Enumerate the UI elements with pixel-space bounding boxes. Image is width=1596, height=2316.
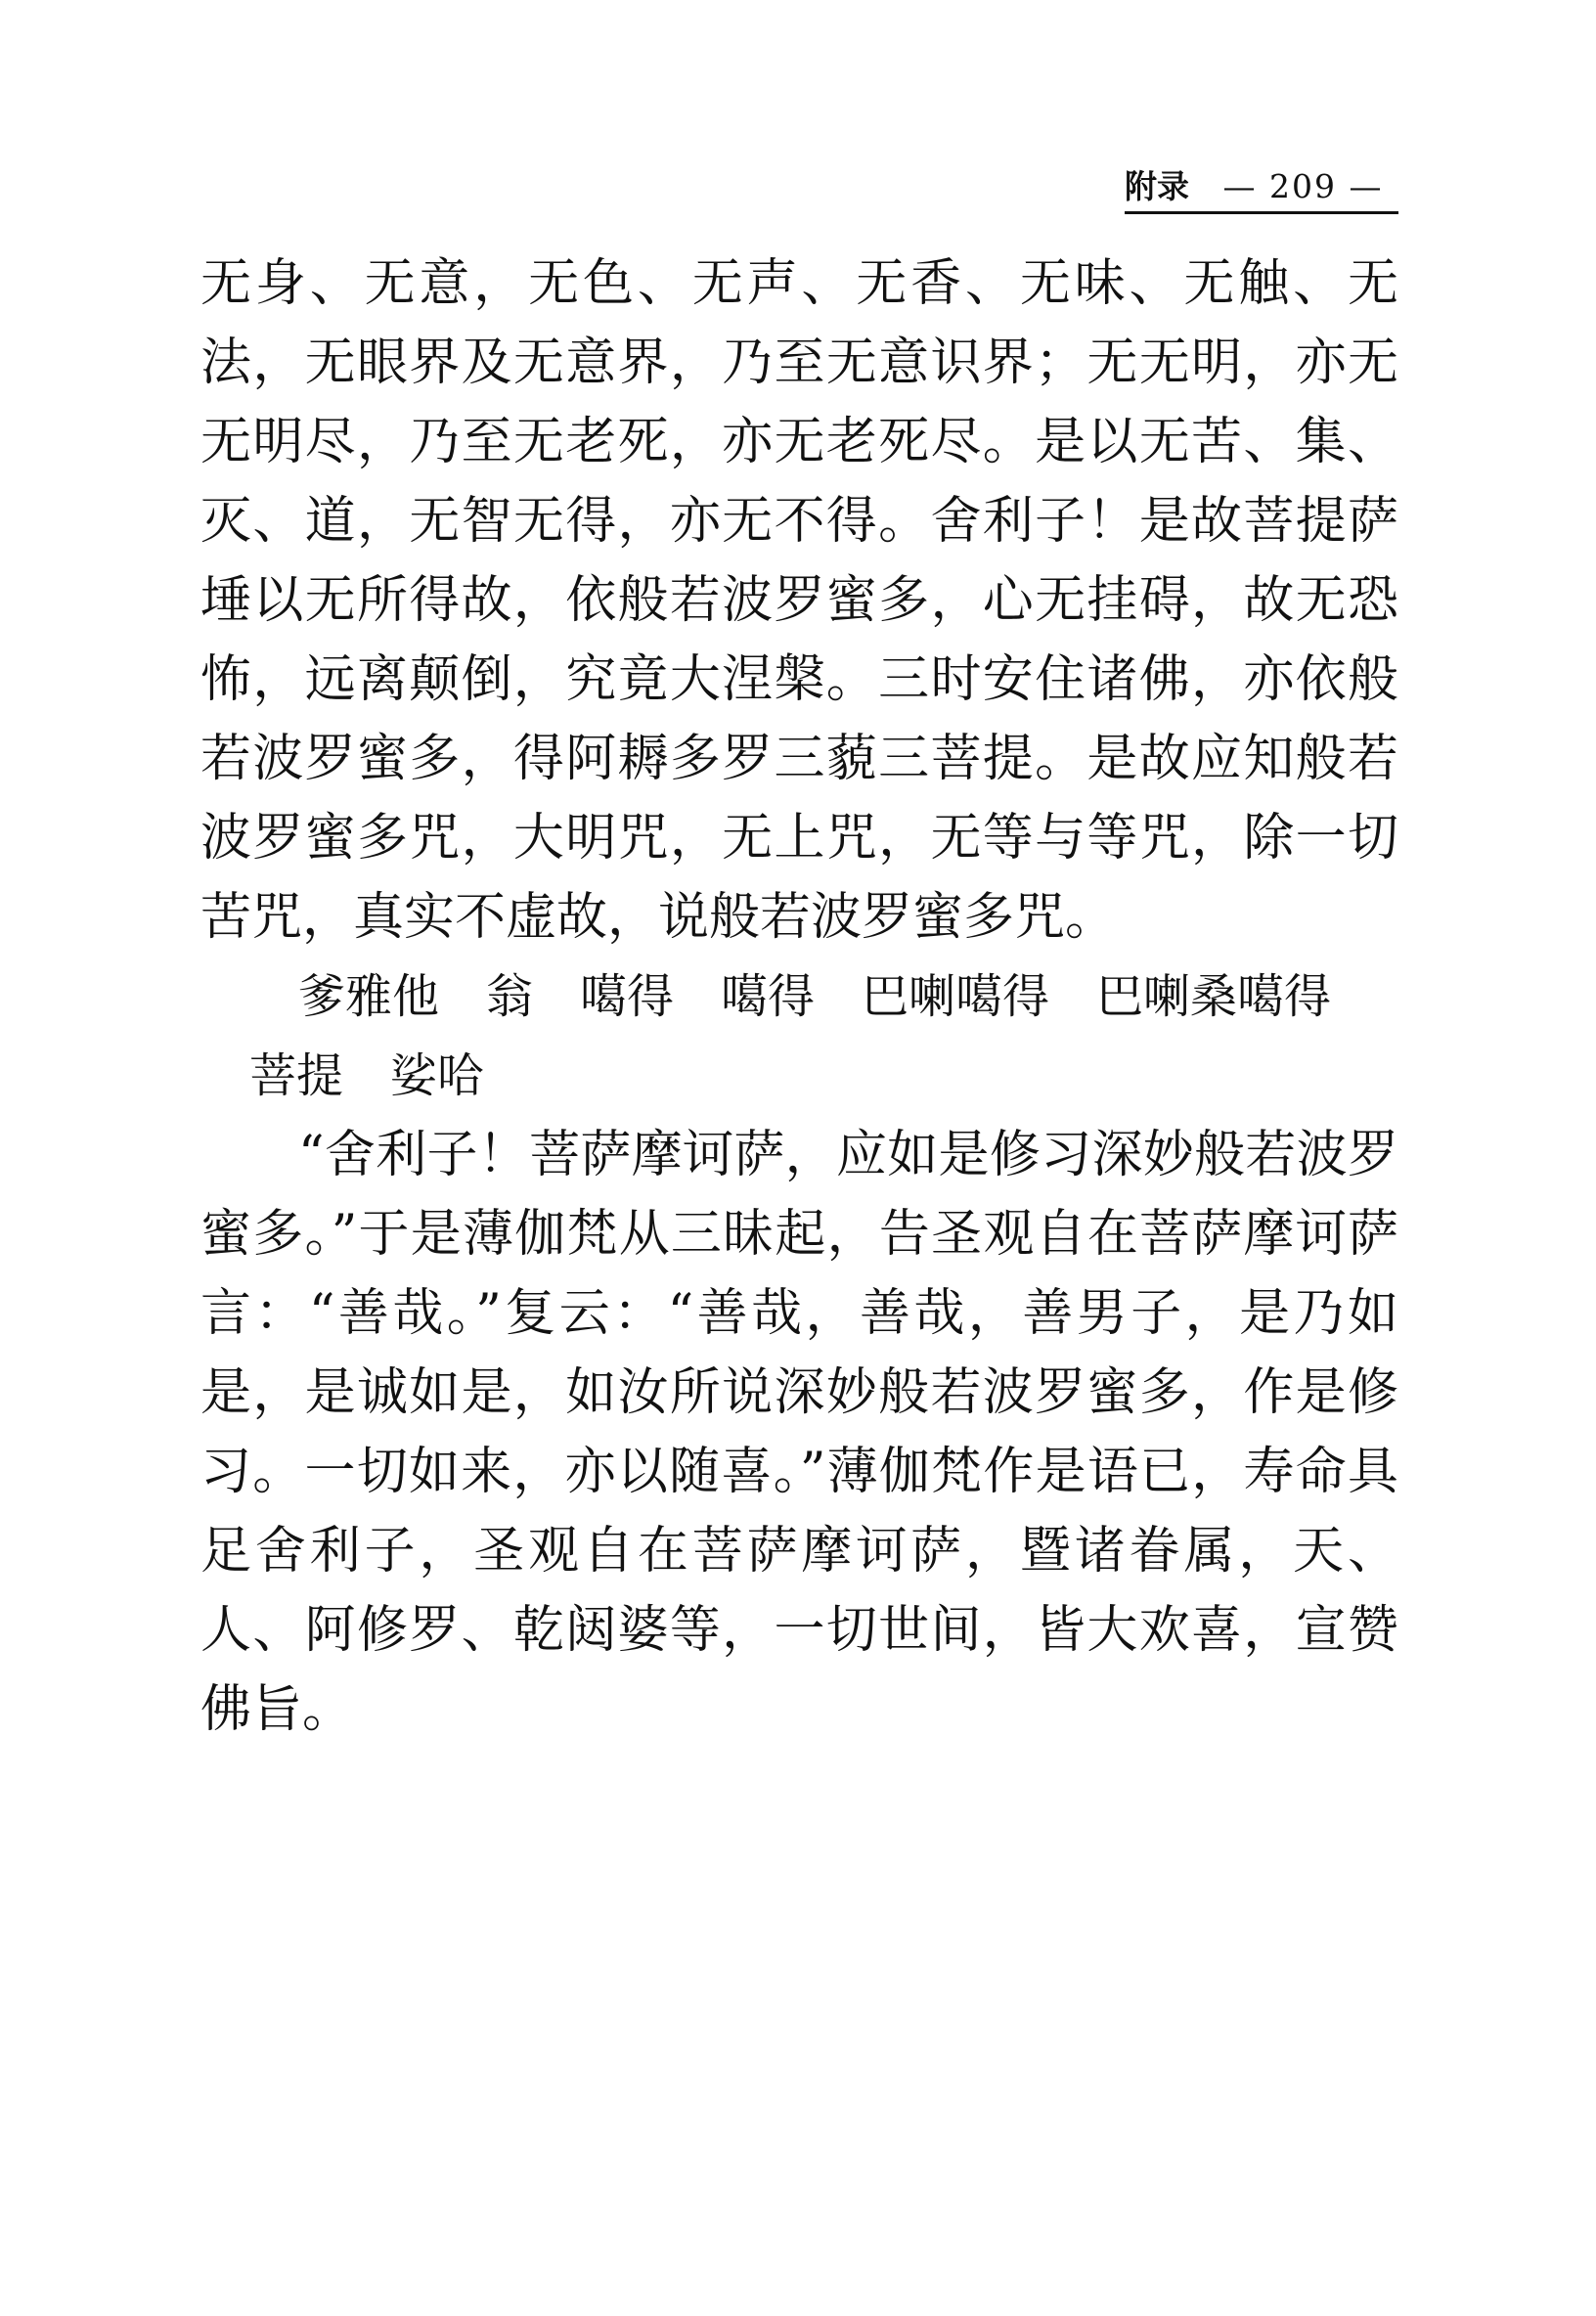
paragraph-sutra-continuation: 无身、无意，无色、无声、无香、无味、无触、无法，无眼界及无意界，乃至无意识界；无无明，亦无无明尽，乃至无老死，亦无老死尽。是以无苦、集、灭、道，无智无得，亦无不得。舍利子！是故菩提萨埵以无所得故，依般若波罗蜜多，心无挂碍，故无恐怖，远离颠倒，究竟大涅槃。三时安住诸佛，亦依般若波罗蜜多，得阿耨多罗三藐三菩提。是故应知般若波罗蜜多咒，大明咒，无上咒，无等与等咒，除一切苦咒，真实不虚故，说般若波罗蜜多咒。 (200, 254, 1398, 947)
running-header (1125, 164, 1398, 214)
page-number: — 209 — (1222, 167, 1384, 205)
mantra-line-1: 爹雅他 翁 噶得 噶得 巴喇噶得 巴喇桑噶得 (298, 969, 1332, 1024)
body-text (200, 245, 1398, 1750)
header-section-title: 附录 (1125, 167, 1189, 205)
paragraph-closing: “舍利子！菩萨摩诃萨，应如是修习深妙般若波罗蜜多。”于是薄伽梵从三昧起，告圣观自在菩萨摩诃萨言：“善哉。”复云：“善哉，善哉，善男子，是乃如是，是诚如是，如汝所说深妙般若波罗蜜多，作是修习。一切如来，亦以随喜。”薄伽梵作是语已，寿命具足舍利子，圣观自在菩萨摩诃萨，暨诸眷属，天、人、阿修罗、乾闼婆等，一切世间，皆大欢喜，宣赞佛旨。 (200, 1126, 1398, 1739)
mantra-line-2: 菩提 娑哈 (249, 1048, 485, 1103)
